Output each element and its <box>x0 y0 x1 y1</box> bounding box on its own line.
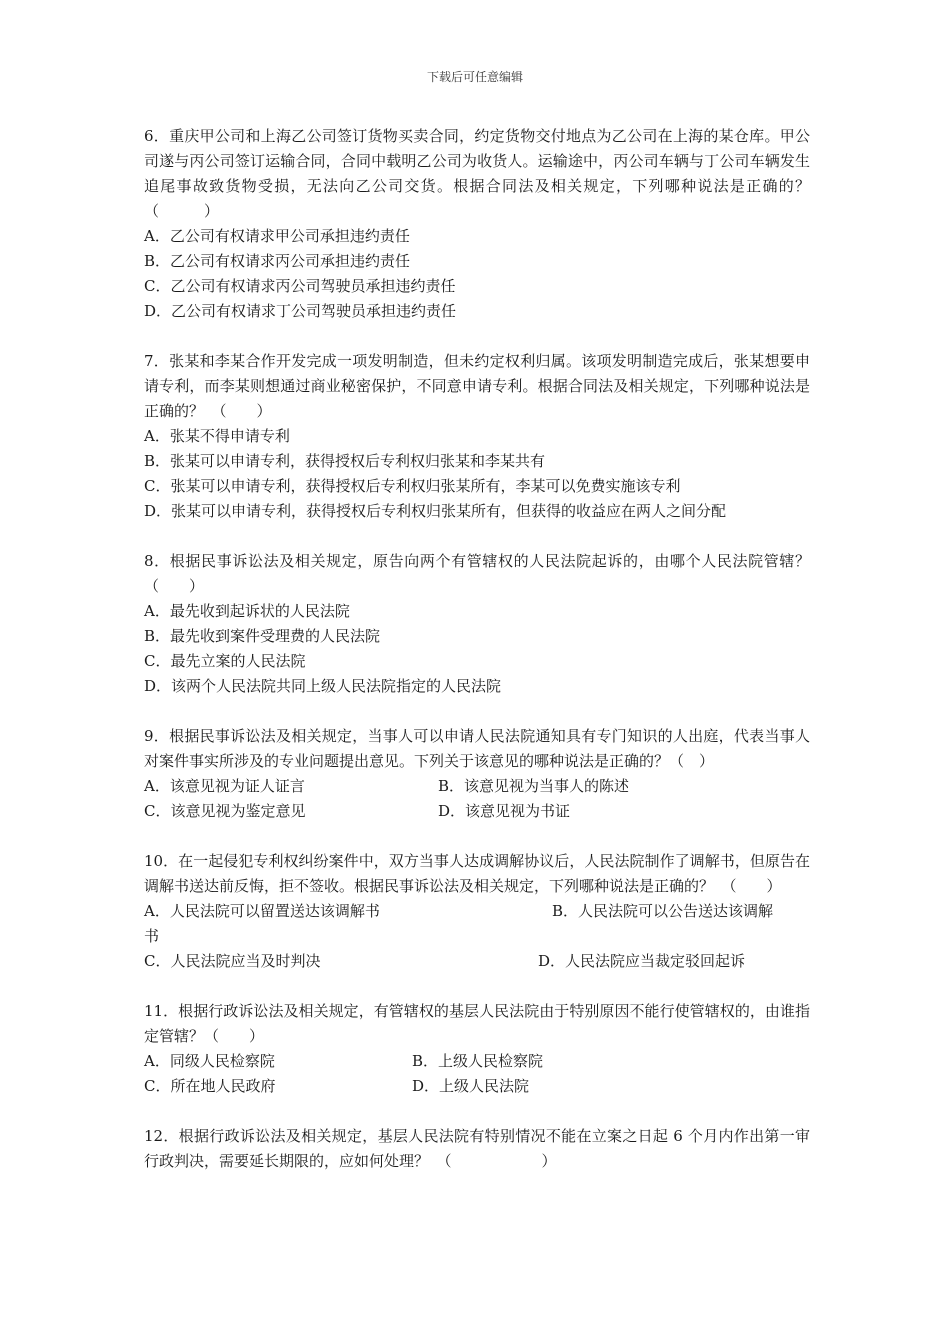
option-a: A．同级人民检察院 <box>144 1052 275 1070</box>
option-b: B．张某可以申请专利，获得授权后专利权归张某和李某共有 <box>144 452 546 470</box>
option-a: A．乙公司有权请求甲公司承担违约责任 <box>144 227 410 245</box>
option-b: B．上级人民检察院 <box>412 1052 544 1070</box>
question-9 <box>144 724 810 824</box>
option-row <box>144 1074 810 1099</box>
option-c: C．乙公司有权请求丙公司驾驶员承担违约责任 <box>144 277 456 295</box>
question-6 <box>144 124 826 324</box>
option-b: B．乙公司有权请求丙公司承担违约责任 <box>144 252 411 270</box>
option-a: A．最先收到起诉状的人民法院 <box>144 602 350 620</box>
option-a: A．该意见视为证人证言 <box>144 777 305 795</box>
question-stem: 12．根据行政诉讼法及相关规定，基层人民法院有特别情况不能在立案之日起 6 个月内作出第一审行政判决，需要延长期限的，应如何处理？ （ ） <box>144 1127 810 1170</box>
option-c: C．最先立案的人民法院 <box>144 652 306 670</box>
option-b-continuation: 书 <box>144 927 160 945</box>
option-d: D．张某可以申请专利，获得授权后专利权归张某所有，但获得的收益应在两人之间分配 <box>144 502 727 520</box>
option-row <box>144 774 810 799</box>
option-row <box>144 899 810 949</box>
question-stem: 7．张某和李某合作开发完成一项发明制造，但未约定权利归属。该项发明制造完成后，张某想要申请专利，而李某则想通过商业秘密保护，不同意申请专利。根据合同法及相关规定，下列哪种说法是正确的？ （ ） <box>144 352 810 420</box>
option-d: D．乙公司有权请求丁公司驾驶员承担违约责任 <box>144 302 457 320</box>
option-a: A．张某不得申请专利 <box>144 427 290 445</box>
option-b: B．最先收到案件受理费的人民法院 <box>144 627 381 645</box>
option-b: B．该意见视为当事人的陈述 <box>438 777 630 795</box>
option-row <box>144 1049 810 1074</box>
option-d: D．人民法院应当裁定驳回起诉 <box>538 952 746 970</box>
option-d: D．上级人民法院 <box>412 1077 530 1095</box>
document-body <box>144 124 826 1199</box>
option-c: C．张某可以申请专利，获得授权后专利权归张某所有，李某可以免费实施该专利 <box>144 477 681 495</box>
question-stem: 11．根据行政诉讼法及相关规定，有管辖权的基层人民法院由于特别原因不能行使管辖权的，由谁指定管辖？（ ） <box>144 1002 810 1045</box>
question-7 <box>144 349 810 524</box>
option-row <box>144 799 810 824</box>
option-b: B．人民法院可以公告送达该调解 <box>552 902 774 920</box>
question-stem: 8．根据民事诉讼法及相关规定，原告向两个有管辖权的人民法院起诉的，由哪个人民法院管辖？ （ ） <box>144 552 826 595</box>
question-11 <box>144 999 810 1099</box>
question-stem: 10．在一起侵犯专利权纠纷案件中，双方当事人达成调解协议后，人民法院制作了调解书，但原告在调解书送达前反悔，拒不签收。根据民事诉讼法及相关规定，下列哪种说法是正确的？ （ ） <box>144 852 810 895</box>
question-10 <box>144 849 810 974</box>
question-8 <box>144 549 826 699</box>
page-header: 下载后可任意编辑 <box>426 70 523 84</box>
option-d: D．该意见视为书证 <box>438 802 571 820</box>
question-12 <box>144 1124 810 1174</box>
option-c: C．该意见视为鉴定意见 <box>144 802 306 820</box>
option-d: D．该两个人民法院共同上级人民法院指定的人民法院 <box>144 677 502 695</box>
option-c: C．所在地人民政府 <box>144 1077 276 1095</box>
option-c: C．人民法院应当及时判决 <box>144 952 321 970</box>
option-a: A．人民法院可以留置送达该调解书 <box>144 902 380 920</box>
option-row <box>144 949 810 974</box>
question-stem: 9．根据民事诉讼法及相关规定，当事人可以申请人民法院通知具有专门知识的人出庭，代表当事人对案件事实所涉及的专业问题提出意见。下列关于该意见的哪种说法是正确的？（ ） <box>144 727 810 770</box>
question-stem: 6．重庆甲公司和上海乙公司签订货物买卖合同，约定货物交付地点为乙公司在上海的某仓库。甲公司遂与丙公司签订运输合同，合同中载明乙公司为收货人。运输途中，丙公司车辆与丁公司车辆发生追尾事故致货物受损，无法向乙公司交货。根据合同法及相关规定，下列哪种说法是正确的？ （ ） <box>144 127 826 220</box>
